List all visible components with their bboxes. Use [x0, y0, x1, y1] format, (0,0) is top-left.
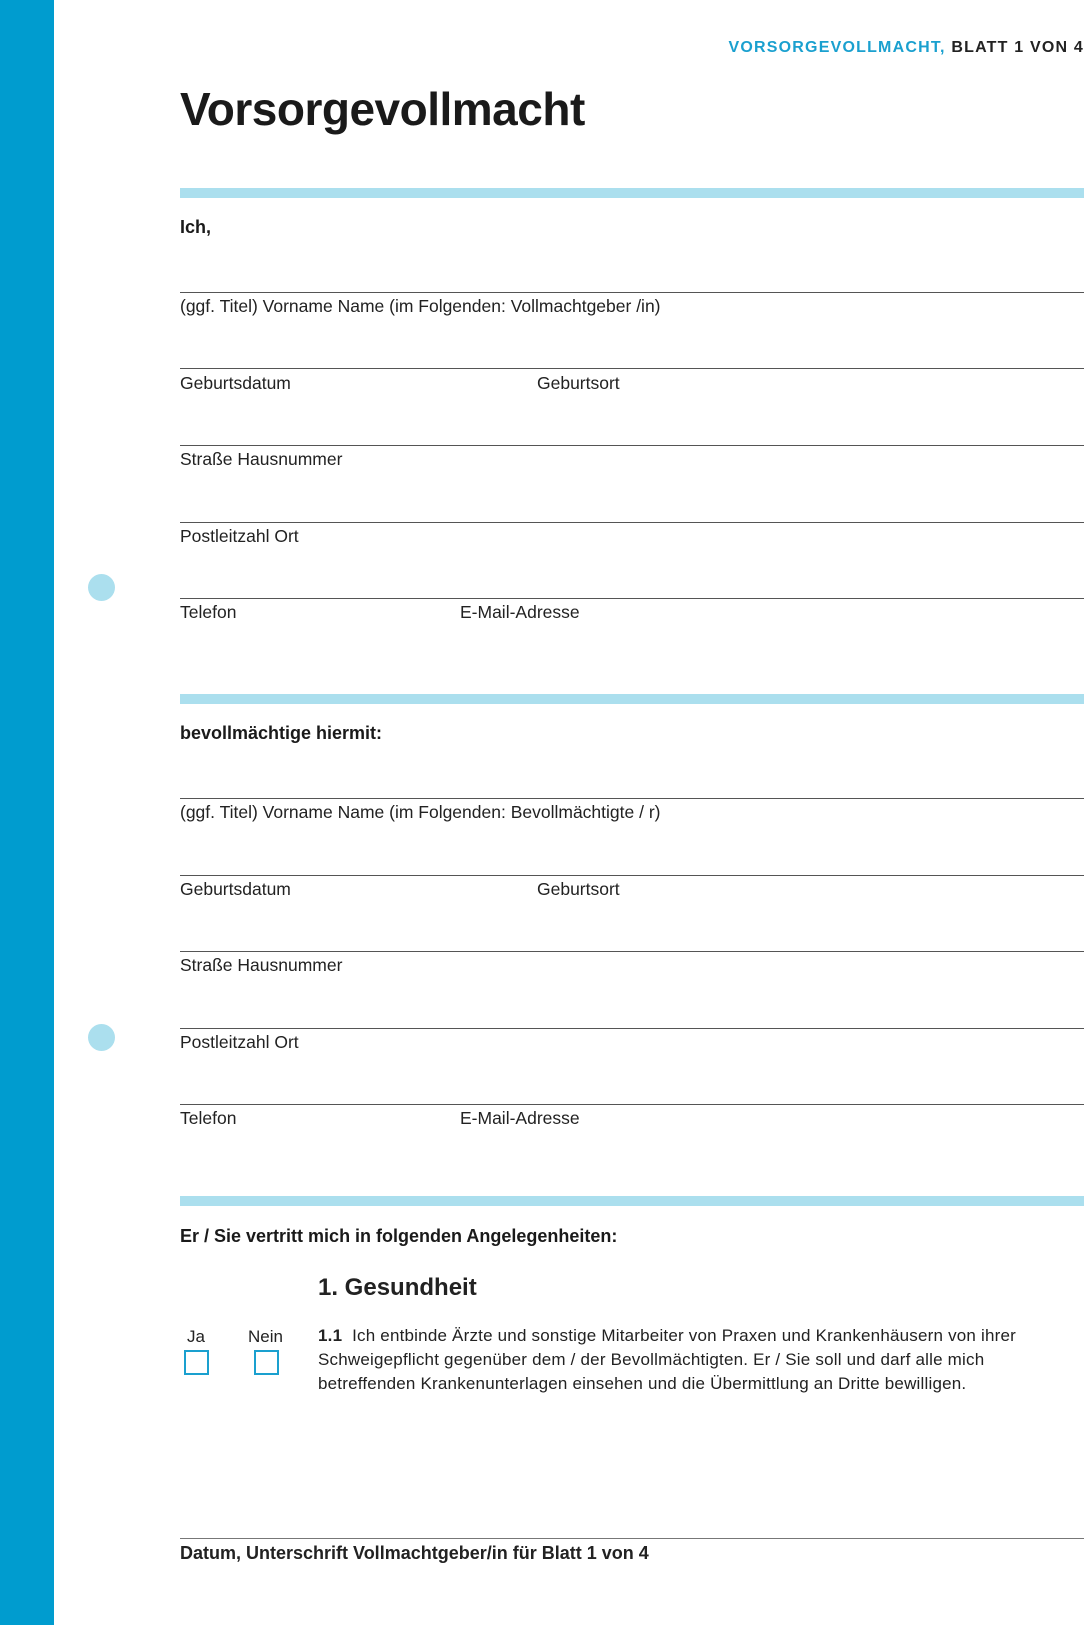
section-band-grantor	[180, 188, 1084, 198]
grantor-birthdate-label: Geburtsdatum	[180, 373, 291, 393]
item-1-1-paragraph	[318, 1324, 1078, 1396]
section-band-attorney	[180, 694, 1084, 704]
attorney-birth-line[interactable]	[180, 875, 1084, 876]
grantor-name-label: (ggf. Titel) Vorname Name (im Folgenden: Vollmachtgeber /in)	[180, 296, 661, 316]
attorney-street-line[interactable]	[180, 951, 1084, 952]
section-band-matters	[180, 1196, 1084, 1206]
item-number: 1.1	[318, 1326, 343, 1345]
attorney-intro: bevollmächtige hiermit:	[180, 723, 383, 743]
attorney-name-label: (ggf. Titel) Vorname Name (im Folgenden: Bevollmächtigte / r)	[180, 802, 661, 822]
attorney-street-label: Straße Hausnummer	[180, 955, 343, 975]
attorney-contact-line[interactable]	[180, 1104, 1084, 1105]
signature-line[interactable]	[180, 1538, 1084, 1539]
attorney-city-label: Postleitzahl Ort	[180, 1032, 299, 1052]
signature-label: Datum, Unterschrift Vollmachtgeber/in für Blatt 1 von 4	[180, 1543, 649, 1563]
attorney-city-line[interactable]	[180, 1028, 1084, 1029]
punch-hole-mark-bottom	[88, 1024, 115, 1051]
grantor-name-line[interactable]	[180, 292, 1084, 293]
no-label: Nein	[248, 1327, 283, 1346]
grantor-contact-line[interactable]	[180, 598, 1084, 599]
item-text: Ich entbinde Ärzte und sonstige Mitarbeiter von Praxen und Krankenhäusern von ihrer Schweigepflicht gegenüber dem / der Bevollmächtigten. Er / Sie soll und darf alle mich betreffenden Krankenunterlagen einsehen und die Übermittlung an Dritte bewilligen.	[318, 1326, 1017, 1393]
grantor-city-label: Postleitzahl Ort	[180, 526, 299, 546]
attorney-birthplace-label: Geburtsort	[537, 879, 620, 899]
no-checkbox[interactable]	[254, 1350, 279, 1375]
yes-label: Ja	[187, 1327, 205, 1346]
header-sheet-number: BLATT 1 VON 4	[951, 39, 1084, 56]
section-title-gesundheit: 1. Gesundheit	[318, 1274, 477, 1301]
page-header	[484, 39, 1084, 57]
header-doc-name: VORSORGEVOLLMACHT,	[728, 39, 946, 56]
grantor-birthplace-label: Geburtsort	[537, 373, 620, 393]
matters-intro: Er / Sie vertritt mich in folgenden Angelegenheiten:	[180, 1226, 618, 1246]
yes-checkbox[interactable]	[184, 1350, 209, 1375]
grantor-birth-line[interactable]	[180, 368, 1084, 369]
sidebar-stripe	[0, 0, 54, 1625]
attorney-name-line[interactable]	[180, 798, 1084, 799]
grantor-email-label: E-Mail-Adresse	[460, 602, 580, 622]
punch-hole-mark-top	[88, 574, 115, 601]
grantor-street-label: Straße Hausnummer	[180, 449, 343, 469]
attorney-birthdate-label: Geburtsdatum	[180, 879, 291, 899]
grantor-street-line[interactable]	[180, 445, 1084, 446]
page-title: Vorsorgevollmacht	[180, 83, 585, 135]
grantor-intro: Ich,	[180, 217, 212, 237]
grantor-phone-label: Telefon	[180, 602, 237, 622]
attorney-email-label: E-Mail-Adresse	[460, 1108, 580, 1128]
attorney-phone-label: Telefon	[180, 1108, 237, 1128]
grantor-city-line[interactable]	[180, 522, 1084, 523]
